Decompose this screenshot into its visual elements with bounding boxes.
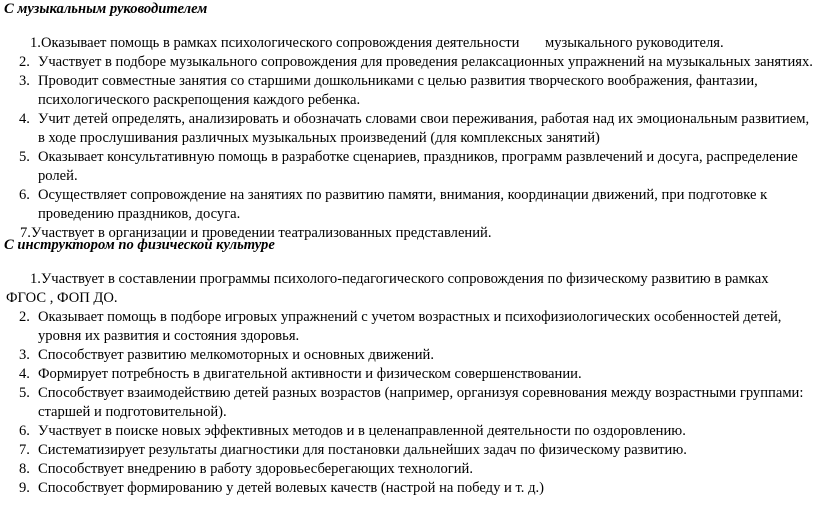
item-text: Способствует формированию у детей волевых качеств (настрой на победу и т. д.) xyxy=(38,480,544,496)
item-text: Участвует в подборе музыкального сопровождения для проведения релаксационных упражнений на музыкальных занятиях. xyxy=(38,54,813,70)
item-text: Участвует в организации и проведении театрализованных представлений. xyxy=(30,225,492,241)
item-number: 5. xyxy=(19,385,30,401)
item-text: Участвует в поиске новых эффективных методов и в целенаправленной деятельности по оздоровлению. xyxy=(38,423,686,439)
list-item xyxy=(0,148,816,186)
item-number: 4. xyxy=(19,366,30,382)
item-number: 3. xyxy=(19,347,30,363)
list-item xyxy=(0,53,816,72)
item-number: 2. xyxy=(19,54,30,70)
item-text: Способствует взаимодействию детей разных возрастов (например, организуя соревнования между возрастными группами: старшей и подготовительной). xyxy=(38,385,804,420)
list-item xyxy=(0,72,816,110)
item-number: 8. xyxy=(19,461,30,477)
item-number: 7. xyxy=(19,442,30,458)
list-item xyxy=(0,346,816,365)
item-text: Формирует потребность в двигательной активности и физическом совершенствовании. xyxy=(38,366,582,382)
item-number: 1. xyxy=(30,271,41,287)
item-number: 2. xyxy=(19,309,30,325)
item-number: 5. xyxy=(19,149,30,165)
list-item xyxy=(0,110,816,148)
item-text: Систематизирует результаты диагностики для постановки дальнейших задач по физическому развитию. xyxy=(38,442,687,458)
list-item xyxy=(0,365,816,384)
list-item xyxy=(0,422,816,441)
list-item xyxy=(0,384,816,422)
pe-instructor-list xyxy=(0,270,816,498)
item-number: 3. xyxy=(19,73,30,89)
section-heading-pe-instructor: С инструктором по физической культуре xyxy=(4,237,275,253)
section-heading-music-director: С музыкальным руководителем xyxy=(4,1,208,17)
item-number: 9. xyxy=(19,480,30,496)
item-text: Способствует развитию мелкомоторных и основных движений. xyxy=(38,347,435,363)
item-number: 4. xyxy=(19,111,30,127)
item-text: Учит детей определять, анализировать и обозначать словами свои переживания, работая над их эмоциональным развитием, в ходе прослушивания различных музыкальных произведений (для комплексных занятий) xyxy=(38,111,810,146)
list-item xyxy=(0,479,816,498)
music-director-list xyxy=(0,34,816,243)
item-text: Участвует в составлении программы психолого-педагогического сопровождения по физическому развитию в рамках ФГОС , ФОП ДО. xyxy=(6,271,769,306)
item-text: Оказывает помощь в рамках психологического сопровождения деятельности музыкального руководителя. xyxy=(40,35,724,51)
list-item xyxy=(0,460,816,479)
item-text: Оказывает помощь в подборе игровых упражнений с учетом возрастных и психофизиологических особенностей детей, уровня их развития и состояния здоровья. xyxy=(38,309,782,344)
item-number: 7. xyxy=(20,225,31,241)
list-item xyxy=(0,186,816,224)
list-item xyxy=(0,34,816,53)
list-item xyxy=(0,270,816,308)
item-number: 6. xyxy=(19,187,30,203)
item-text: Оказывает консультативную помощь в разработке сценариев, праздников, программ развлечений и досуга, распределение ролей. xyxy=(38,149,798,184)
item-number: 1. xyxy=(30,35,41,51)
item-text: Проводит совместные занятия со старшими дошкольниками с целью развития творческого воображения, фантазии, психологического раскрепощения каждого ребенка. xyxy=(38,73,758,108)
item-text: Осуществляет сопровождение на занятиях по развитию памяти, внимания, координации движений, при подготовке к проведению праздников, досуга. xyxy=(38,187,768,222)
list-item xyxy=(0,308,816,346)
item-number: 6. xyxy=(19,423,30,439)
item-text: Способствует внедрению в работу здоровьесберегающих технологий. xyxy=(38,461,473,477)
list-item xyxy=(0,441,816,460)
